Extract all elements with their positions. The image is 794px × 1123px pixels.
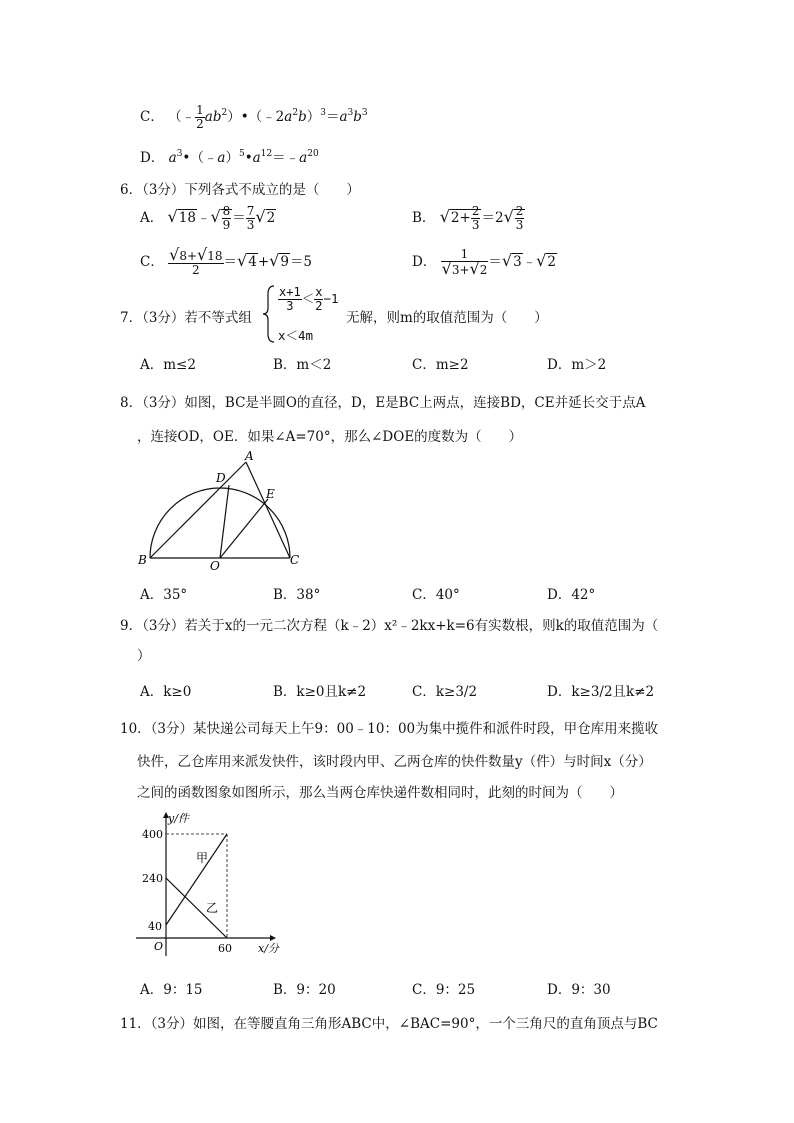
q10-line-1: 10．（3分）某快递公司每天上午9：00﹣10：00为集中揽件和派件时段，甲仓库用来揽收 — [120, 721, 659, 737]
q5-option-c — [140, 104, 368, 131]
q10-line-3: 之间的函数图象如图所示，那么当两仓库快递件数相同时，此刻的时间为（ ） — [137, 785, 623, 801]
label-d: D — [216, 471, 226, 485]
q7-stem-prefix: 7．（3分）若不等式组 — [120, 310, 252, 326]
q6-option-c-expr: $\frac{√8+√18}{2}$ ＝√4+√9＝5 — [169, 245, 313, 277]
q10-option-c: C．9：25 — [412, 982, 476, 998]
q8-option-c: C．40° — [412, 587, 460, 603]
q7-ineq-2: x＜4m — [278, 328, 314, 343]
label-a: A — [245, 449, 254, 463]
y-tick-40: 40 — [148, 920, 162, 933]
q7-option-a: A．m≤2 — [140, 357, 196, 373]
q6-option-b-expr: √2+ $\frac{2}{3}$ ＝2√ $\frac{2}{3}$ — [439, 204, 524, 232]
label-e: E — [266, 487, 275, 501]
q8-option-b: B．38° — [273, 587, 321, 603]
q10-option-a: A．9：15 — [140, 982, 203, 998]
origin-label: O — [154, 940, 164, 953]
q10-line-2: 快件，乙仓库用来派发快件，该时段内甲、乙两仓库的快件数量y（件）与时间x（分） — [137, 754, 652, 770]
q6-option-d — [412, 248, 557, 277]
q5-option-d-label: D． — [140, 150, 165, 166]
q8-option-d: D．42° — [547, 587, 596, 603]
segment-od — [220, 485, 229, 558]
q6-option-a — [140, 205, 276, 232]
q7-option-d: D．m＞2 — [547, 357, 607, 373]
q9-option-a: A．k≥0 — [140, 684, 192, 700]
q6-option-a-expr: √18﹣√ $\frac{8}{9}$ ＝ $\frac{7}{3}$ √2 — [167, 204, 276, 232]
q10-graph — [130, 810, 300, 960]
y-tick-400: 400 — [142, 828, 163, 841]
q6-option-d-label: D． — [412, 254, 437, 270]
label-b: B — [138, 553, 147, 567]
q9-option-d: D．k≥3/2且k≠2 — [547, 684, 655, 700]
q8-option-a: A．35° — [140, 587, 188, 603]
q10-option-b: B．9：20 — [273, 982, 336, 998]
q5-option-d — [140, 146, 319, 166]
q7-stem-suffix: 无解，则m的取值范围为（ ） — [346, 310, 548, 326]
q9-line-1: 9．（3分）若关于x的一元二次方程（k﹣2）x²﹣2kx+k=6有实数根，则k的取值范围为（ — [120, 618, 659, 634]
q8-line-1: 8．（3分）如图，BC是半圆O的直径，D，E是BC上两点，连接BD，CE并延长交于点A — [120, 395, 646, 411]
q5-option-c-expr: （﹣ $\frac{1}{2}$ $ab^2)•(﹣2a^2b)^3=a^3b^3$ — [168, 103, 368, 131]
q9-option-c: C．k≥3/2 — [412, 684, 478, 700]
q6-stem: 6．（3分）下列各式不成立的是（ ） — [120, 182, 360, 198]
label-c: C — [290, 553, 300, 567]
segment-ca — [246, 462, 290, 558]
label-o: O — [210, 559, 220, 573]
x-tick-60: 60 — [218, 942, 232, 955]
q10-option-d: D．9：30 — [547, 982, 611, 998]
q7-brace — [262, 284, 276, 344]
series-jia-label: 甲 — [196, 851, 209, 865]
q5-option-c-label: C． — [140, 109, 164, 125]
q6-option-c-label: C． — [140, 254, 164, 270]
q9-option-b: B．k≥0且k≠2 — [273, 684, 367, 700]
q6-option-a-label: A． — [140, 210, 164, 226]
q11-line-1: 11．（3分）如图，在等腰直角三角形ABC中，∠BAC=90°，一个三角尺的直角顶点与BC — [120, 1016, 658, 1032]
segment-oe — [220, 499, 268, 558]
q9-line-2: ） — [137, 648, 151, 664]
y-tick-240: 240 — [142, 872, 163, 885]
q8-line-2: ，连接OD，OE．如果∠A=70°，那么∠DOE的度数为（ ） — [137, 429, 523, 445]
q8-figure — [132, 446, 312, 576]
q6-option-c — [140, 245, 313, 277]
x-axis-arrow — [270, 935, 276, 941]
q5-option-d-expr: $a^3•(﹣a)^5•a^{12}=﹣a^{20}$ — [168, 149, 319, 166]
q7-option-c: C．m≥2 — [412, 357, 469, 373]
q7-option-b: B．m＜2 — [273, 357, 332, 373]
q7-ineq-1: $\frac{x+1}{3}$ ＜ $\frac{x}{2}$ −1 — [279, 285, 339, 313]
y-axis-label: y/件 — [168, 812, 189, 825]
x-axis-label: x/分 — [258, 942, 279, 955]
series-yi-label: 乙 — [206, 901, 219, 915]
q6-option-d-expr: $\frac{1}{√3+√2}$ ＝√3﹣√2 — [441, 247, 556, 278]
q6-option-b — [412, 205, 525, 232]
q6-option-b-label: B． — [412, 210, 436, 226]
